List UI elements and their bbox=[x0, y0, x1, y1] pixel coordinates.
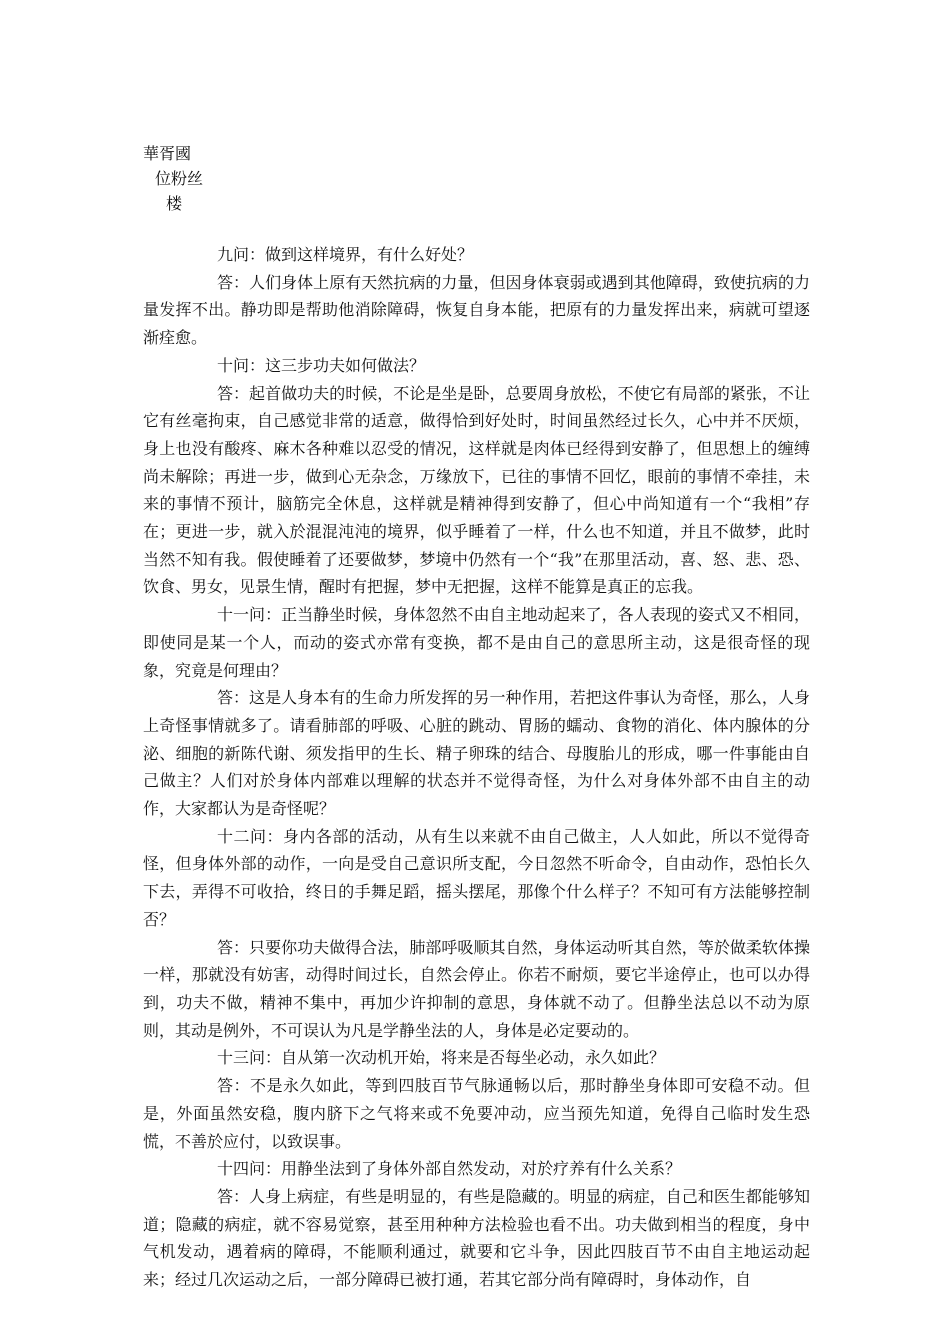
question-11: 十一问：正当静坐时候，身体忽然不由自主地动起来了，各人表现的姿式又不相同，即使同是某一个人，而动的姿式亦常有变换，都不是由自己的意思所主动，这是很奇怪的现象，究竟是何理由？ bbox=[143, 605, 810, 680]
answer-10: 答：起首做功夫的时候，不论是坐是卧，总要周身放松，不使它有局部的紧张，不让它有丝毫拘束，自己感觉非常的适意，做得恰到好处时，时间虽然经过长久，心中并不厌烦，身上也没有酸疼、麻木各种难以忍受的情况，这样就是肉体已经得到安静了，但思想上的缠缚尚未解除；再进一步，做到心无杂念，万缘放下，已往的事情不回忆，眼前的事情不牵挂，未来的事情不预计，脑筋完全休息，这样就是精神得到安静了，但心中尚知道有一个“我相”存在；更进一步，就入於混混沌沌的境界，似乎睡着了一样，什么也不知道，并且不做梦，此时当然不知有我。假使睡着了还要做梦，梦境中仍然有一个“我”在那里活动，喜、怒、悲、恐、饮食、男女，见景生情，醒时有把握，梦中无把握，这样不能算是真正的忘我。 bbox=[143, 383, 810, 597]
header-line-3: 楼 bbox=[166, 194, 183, 213]
answer-13: 答：不是永久如此，等到四肢百节气脉通畅以后，那时静坐身体即可安稳不动。但是，外面虽然安稳，腹内脐下之气将来或不免要冲动，应当预先知道，免得自己临时发生恐慌，不善於应付，以致误事。 bbox=[143, 1076, 810, 1151]
question-9: 九问：做到这样境界，有什么好处？ bbox=[217, 245, 474, 264]
question-14: 十四问：用静坐法到了身体外部自然发动，对於疗养有什么关系？ bbox=[217, 1159, 682, 1179]
header-line-1: 華胥國 bbox=[143, 144, 192, 163]
question-13: 十三问：自从第一次动机开始，将来是否每坐必动，永久如此？ bbox=[217, 1048, 666, 1068]
answer-12: 答：只要你功夫做得合法，肺部呼吸顺其自然，身体运动听其自然，等於做柔软体操一样，那就没有妨害，动得时间过长，自然会停止。你若不耐烦，要它半途停止，也可以办得到，功夫不做，精神不集中，再加少许抑制的意思，身体就不动了。但静坐法总以不动为原则，其动是例外，不可误认为凡是学静坐法的人，身体是必定要动的。 bbox=[143, 937, 810, 1040]
answer-9: 答：人们身体上原有天然抗病的力量，但因身体衰弱或遇到其他障碍，致使抗病的力量发挥不出。静功即是帮助他消除障碍，恢复自身本能，把原有的力量发挥出来，病就可望逐渐痊愈。 bbox=[143, 272, 810, 348]
answer-14: 答：人身上病症，有些是明显的，有些是隐藏的。明显的病症，自己和医生都能够知道；隐藏的病症，就不容易觉察，甚至用种种方法检验也看不出。功夫做到相当的程度，身中气机发动，遇着病的障碍，不能顺利通过，就要和它斗争，因此四肢百节不由自主地运动起来；经过几次运动之后，一部分障碍已被打通，若其它部分尚有障碍时，身体动作，自 bbox=[143, 1186, 810, 1290]
question-12: 十二问：身内各部的活动，从有生以来就不由自己做主，人人如此，所以不觉得奇怪，但身体外部的动作，一向是受自己意识所支配，今日忽然不听命令，自由动作，恐怕长久下去，弄得不可收拾，终日的手舞足蹈，摇头摆尾，那像个什么样子？不知可有方法能够控制否？ bbox=[143, 826, 810, 929]
page-header bbox=[143, 141, 203, 216]
document-body bbox=[143, 241, 810, 1294]
question-10: 十问：这三步功夫如何做法？ bbox=[217, 355, 426, 375]
answer-11: 答：这是人身本有的生命力所发挥的另一种作用，若把这件事认为奇怪，那么，人身上奇怪事情就多了。请看肺部的呼吸、心脏的跳动、胃肠的蠕动、食物的消化、体内腺体的分泌、细胞的新陈代谢、须发指甲的生长、精子卵珠的结合、母腹胎儿的形成，哪一件事能由自己做主？人们对於身体内部难以理解的状态并不觉得奇怪，为什么对身体外部不由自主的动作，大家都认为是奇怪呢？ bbox=[143, 688, 810, 819]
header-line-2: 位粉丝 bbox=[155, 169, 204, 188]
